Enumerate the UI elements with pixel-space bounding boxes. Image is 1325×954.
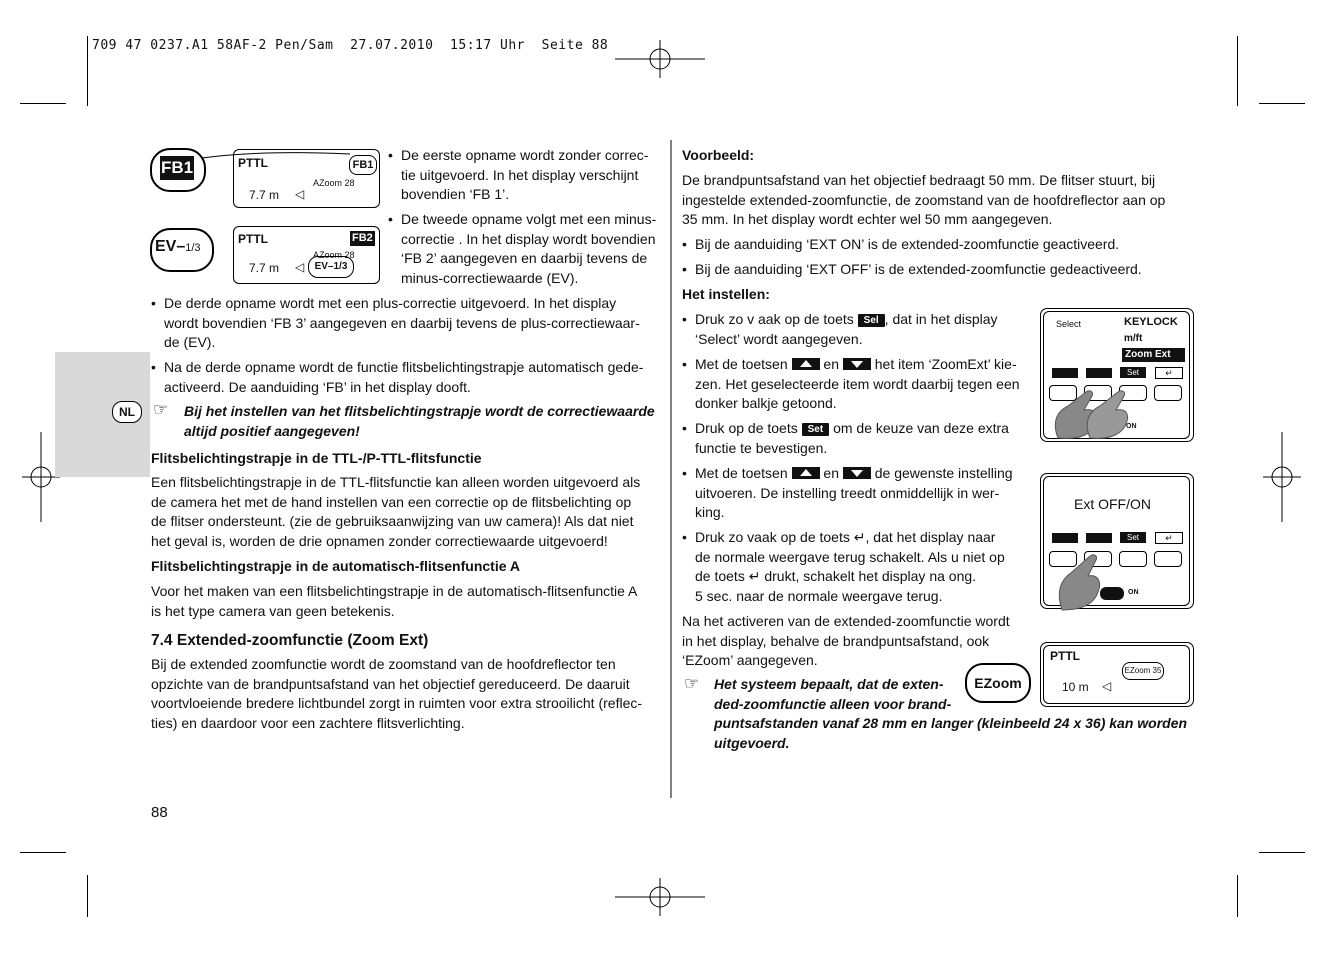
bullet-ext-on: • Bij de aanduiding ‘EXT ON’ is de extended-zoomfunctie geactiveerd.	[695, 235, 1119, 255]
step-select-item: • Met de toetsen en het item ‘ZoomExt’ kie- zen. Het geselecteerde item wordt daarbij tegen een donker balkje getoond.	[695, 355, 1020, 414]
lcd-keylock-label: KEYLOCK	[1124, 316, 1178, 328]
paragraph-example: De brandpuntsafstand van het objectief bedraagt 50 mm. De flitser stuurt, bij ingestelde extended-zoomfunctie, de zoomstand van de hoofdreflector aan op 35 mm. In het display wordt echter wel 50 mm aangegeven.	[682, 172, 1166, 227]
lcd-mode: PTTL	[1050, 649, 1080, 663]
down-key-icon	[843, 467, 871, 479]
paragraph-auto: Voor het maken van een flitsbelichtingstrapje in de automatisch-flitsenfunctie A is het type camera van geen betekenis.	[151, 583, 638, 619]
lcd-ezoom-value: EZoom 35	[1122, 662, 1164, 680]
section-heading-zoom-ext: 7.4 Extended-zoomfunctie (Zoom Ext)	[151, 632, 429, 649]
bullet-fb2: • De tweede opname volgt met een minus- correctie . In het display wordt bovendien ‘FB 2’ aangegeven en daarbij tevens de minus-correctiewaarde (EV).	[401, 210, 656, 288]
heading-ttl: Flitsbelichtingstrapje in de TTL-/P-TTL-flitsfunctie	[151, 450, 482, 466]
bullet-fb1: • De eerste opname wordt zonder correc- tie uitgevoerd. In het display verschijnt bovendien ‘FB 1’.	[401, 146, 648, 205]
ezoom-badge: EZoom	[965, 663, 1031, 703]
lcd-ev-value: EV–1/3	[308, 256, 354, 278]
sel-key-icon: Sel	[858, 314, 885, 327]
lcd-on-label: ON	[1128, 589, 1139, 596]
step-set: • Druk op de toets Set om de keuze van deze extra functie te bevestigen.	[695, 419, 1009, 458]
lcd-distance: 10 m	[1062, 680, 1089, 694]
paragraph-after-activation: Na het activeren van de extended-zoomfunctie wordt in het display, behalve de brandpuntsafstand, ook ‘EZoom’ aangegeven.	[682, 613, 1010, 668]
hw-button-4	[1154, 551, 1182, 567]
language-badge: NL	[112, 401, 142, 423]
lcd-mft-label: m/ft	[1124, 333, 1143, 344]
bullet-fb3: • De derde opname wordt met een plus-correctie uitgevoerd. In het display wordt bovendien ‘FB 3’ aangegeven en daarbij tevens de plus-correctiewaar- de (EV).	[164, 294, 640, 353]
print-header: 709 47 0237.A1 58AF-2 Pen/Sam 27.07.2010 15:17 Uhr Seite 88	[92, 38, 609, 53]
speaker-icon: ◁	[295, 260, 305, 274]
up-key-icon	[792, 467, 820, 479]
connector-line	[200, 148, 360, 168]
paragraph-zoom-ext: Bij de extended zoomfunctie wordt de zoomstand van de hoofdreflector ten opzichte van de brandpuntsafstand van het objectief gereduceerd. De daaruit voortvloeiende bredere lichtbundel zorgt in ruimten voor extra strooilicht (reflec- ties) en daardoor voor een zachtere flitsverlichting.	[151, 656, 643, 731]
lcd-down-icon	[1086, 533, 1112, 543]
speaker-icon: ◁	[1102, 679, 1112, 693]
return-key-icon: ↵	[748, 568, 761, 584]
lcd-fb2-badge: FB2	[352, 232, 373, 244]
lcd-fb1-badge: FB1	[349, 155, 377, 175]
lcd-up-icon	[1052, 368, 1078, 378]
lcd-zoom: AZoom 28	[313, 178, 355, 188]
fb1-badge: FB1	[160, 156, 194, 180]
lcd-up-icon	[1052, 533, 1078, 543]
page-number: 88	[151, 804, 168, 821]
lcd-select-label: Select	[1056, 319, 1082, 329]
bullet-ext-off: • Bij de aanduiding ‘EXT OFF’ is de extended-zoomfunctie gedeactiveerd.	[695, 260, 1142, 280]
lcd-on-label: ON	[1126, 423, 1137, 430]
lcd-return-icon: ↵	[1155, 532, 1183, 544]
lcd-down-icon	[1086, 368, 1112, 378]
hw-button-4	[1154, 385, 1182, 401]
set-key-icon: Set	[802, 423, 830, 436]
step-sel: • Druk zo v aak op de toets Sel , dat in het display ‘Select’ wordt aangegeven.	[695, 310, 998, 349]
lcd-set-label: Set	[1120, 532, 1146, 543]
return-key-icon: ↵	[853, 529, 866, 545]
note-positive: Bij het instellen van het flitsbelichtingstrapje wordt de correctiewaarde altijd positief aangegeven!	[184, 403, 655, 439]
bullet-fb-off: • Na de derde opname wordt de functie flitsbelichtingstrapje automatisch gede- activeerd. De aanduiding ‘FB’ in het display dooft.	[164, 358, 643, 397]
note-system: Het systeem bepaalt, dat de exten- ded-zoomfunctie alleen voor brand- puntsafstanden vanaf 28 mm en langer (kleinbeeld 24 x 36) kan worden uitgevoerd.	[714, 676, 1188, 751]
lcd-zoom: AZoom 28	[313, 250, 355, 260]
lcd-distance: 7.7 m	[249, 188, 280, 202]
step-return: • Druk zo vaak op de toets ↵, dat het display naar de normale weergave terug schakelt. Als u niet op de toets ↵ drukt, schakelt het display na ong. 5 sec. naar de normale weergave terug.	[695, 528, 1005, 606]
hand-pointer-icon: ☞	[153, 400, 169, 419]
hw-button-3	[1119, 551, 1147, 567]
up-key-icon	[792, 358, 820, 370]
lcd-set-label: Set	[1120, 367, 1146, 378]
paragraph-ttl: Een flitsbelichtingstrapje in de TTL-flitsfunctie kan alleen worden uitgevoerd als de camera het met de hand instellen van een correctie op de flitsbelichting op de flitser ondersteunt. (zie de gebruiksaanwijzing van uw camera)! Als dat niet het geval is, worden de drie opnamen zonder correctiewaarde uitgevoerd!	[151, 474, 641, 549]
lcd-zoom-ext-item: Zoom Ext	[1122, 348, 1185, 362]
lcd-ext-text: Ext OFF/ON	[1074, 496, 1151, 512]
down-key-icon	[843, 358, 871, 370]
ev-badge: EV–1/3	[155, 238, 201, 255]
heading-setup: Het instellen:	[682, 286, 770, 302]
step-choose-setting: • Met de toetsen en de gewenste instelling uitvoeren. De instelling treedt onmiddellijk in wer- king.	[695, 464, 1013, 523]
lcd-return-icon: ↵	[1155, 367, 1183, 379]
lcd-distance: 7.7 m	[249, 261, 280, 275]
lcd-mode: PTTL	[238, 156, 268, 170]
heading-example: Voorbeeld:	[682, 147, 755, 163]
speaker-icon: ◁	[295, 187, 305, 201]
pressing-finger-icon	[1050, 388, 1130, 440]
lcd-mode: PTTL	[238, 232, 268, 246]
pressing-finger-icon	[1056, 552, 1106, 612]
heading-auto: Flitsbelichtingstrapje in de automatisch-flitsenfunctie A	[151, 558, 520, 574]
hand-pointer-icon: ☞	[684, 674, 700, 693]
